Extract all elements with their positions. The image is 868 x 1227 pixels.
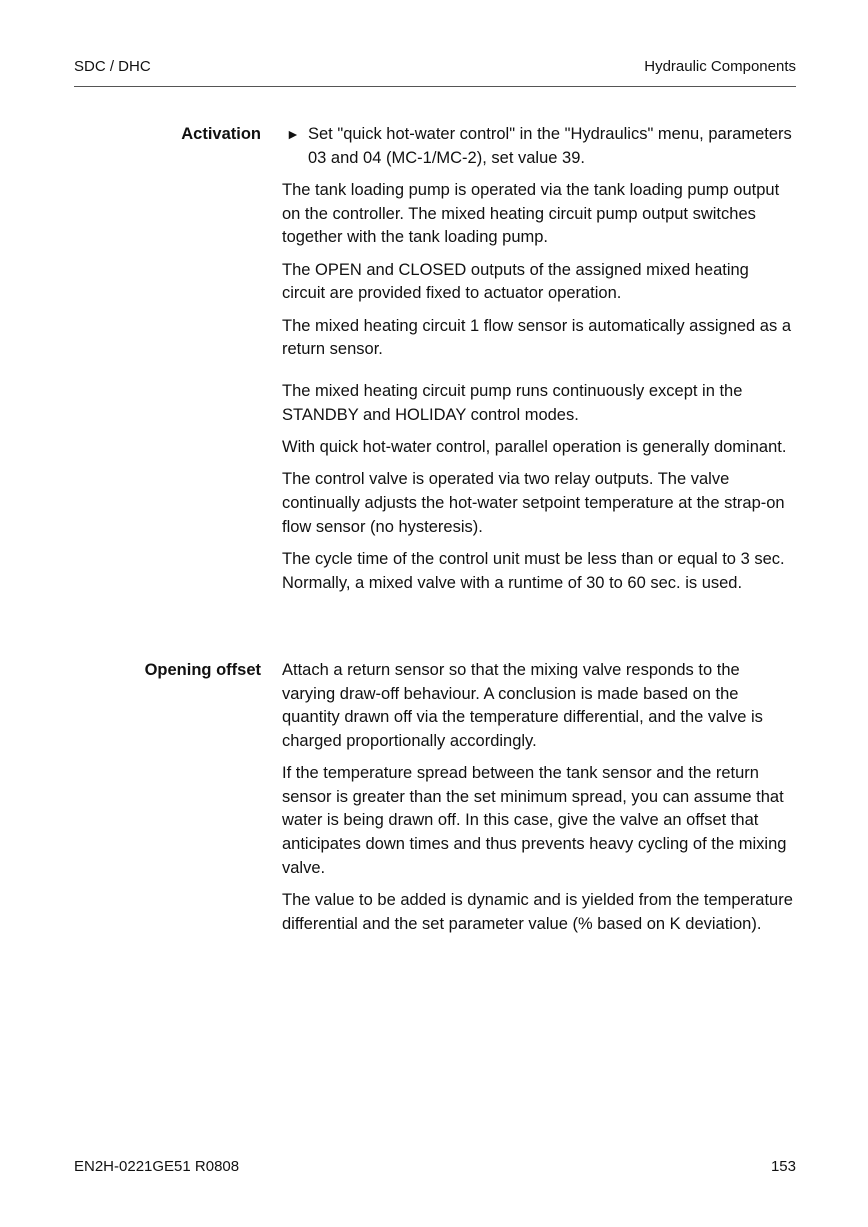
- section-label-opening-offset: Opening offset: [144, 661, 261, 679]
- section-body-activation-continued: [282, 380, 796, 604]
- page-number: 153: [770, 1158, 796, 1175]
- header-left-text: SDC / DHC: [74, 58, 151, 75]
- header-right-text: Hydraulic Components: [644, 58, 796, 75]
- paragraph: The mixed heating circuit pump runs continuously except in the STANDBY and HOLIDAY control modes.: [282, 382, 743, 424]
- triangle-bullet-icon: ►: [286, 126, 300, 142]
- paragraph: The OPEN and CLOSED outputs of the assigned mixed heating circuit are provided fixed to actuator operation.: [282, 260, 749, 303]
- section-label-activation: Activation: [181, 125, 261, 143]
- paragraph: With quick hot-water control, parallel operation is generally dominant.: [282, 437, 787, 456]
- section-body-opening-offset: [282, 659, 796, 945]
- paragraph: If the temperature spread between the tank sensor and the return sensor is greater than the set minimum spread, you can assume that water is being drawn off. In this case, give the valve an offset that anticipates down times and thus prevents heavy cycling of the mixing valve.: [282, 764, 787, 877]
- document-code: EN2H-0221GE51 R0808: [74, 1158, 240, 1175]
- section-body-activation: [282, 123, 796, 371]
- paragraph: The cycle time of the control unit must be less than or equal to 3 sec. Normally, a mixed valve with a runtime of 30 to 60 sec. is used.: [282, 549, 785, 592]
- paragraph: Attach a return sensor so that the mixing valve responds to the varying draw-off behaviour. A conclusion is made based on the quantity drawn off via the temperature differential, and the valve is charged proportionally accordingly.: [282, 661, 763, 750]
- page-header: [74, 56, 796, 87]
- bullet-text: Set "quick hot-water control" in the "Hydraulics" menu, parameters 03 and 04 (MC-1/MC-2), set value 39.: [308, 125, 792, 167]
- paragraph: The value to be added is dynamic and is yielded from the temperature differential and the set parameter value (% based on K deviation).: [282, 890, 793, 933]
- instruction-bullet: [282, 123, 796, 170]
- paragraph: The tank loading pump is operated via the tank loading pump output on the controller. The mixed heating circuit pump output switches together with the tank loading pump.: [282, 180, 780, 247]
- paragraph: The control valve is operated via two relay outputs. The valve continually adjusts the hot-water setpoint temperature at the strap-on flow sensor (no hysteresis).: [282, 470, 785, 536]
- paragraph: The mixed heating circuit 1 flow sensor is automatically assigned as a return sensor.: [282, 316, 791, 359]
